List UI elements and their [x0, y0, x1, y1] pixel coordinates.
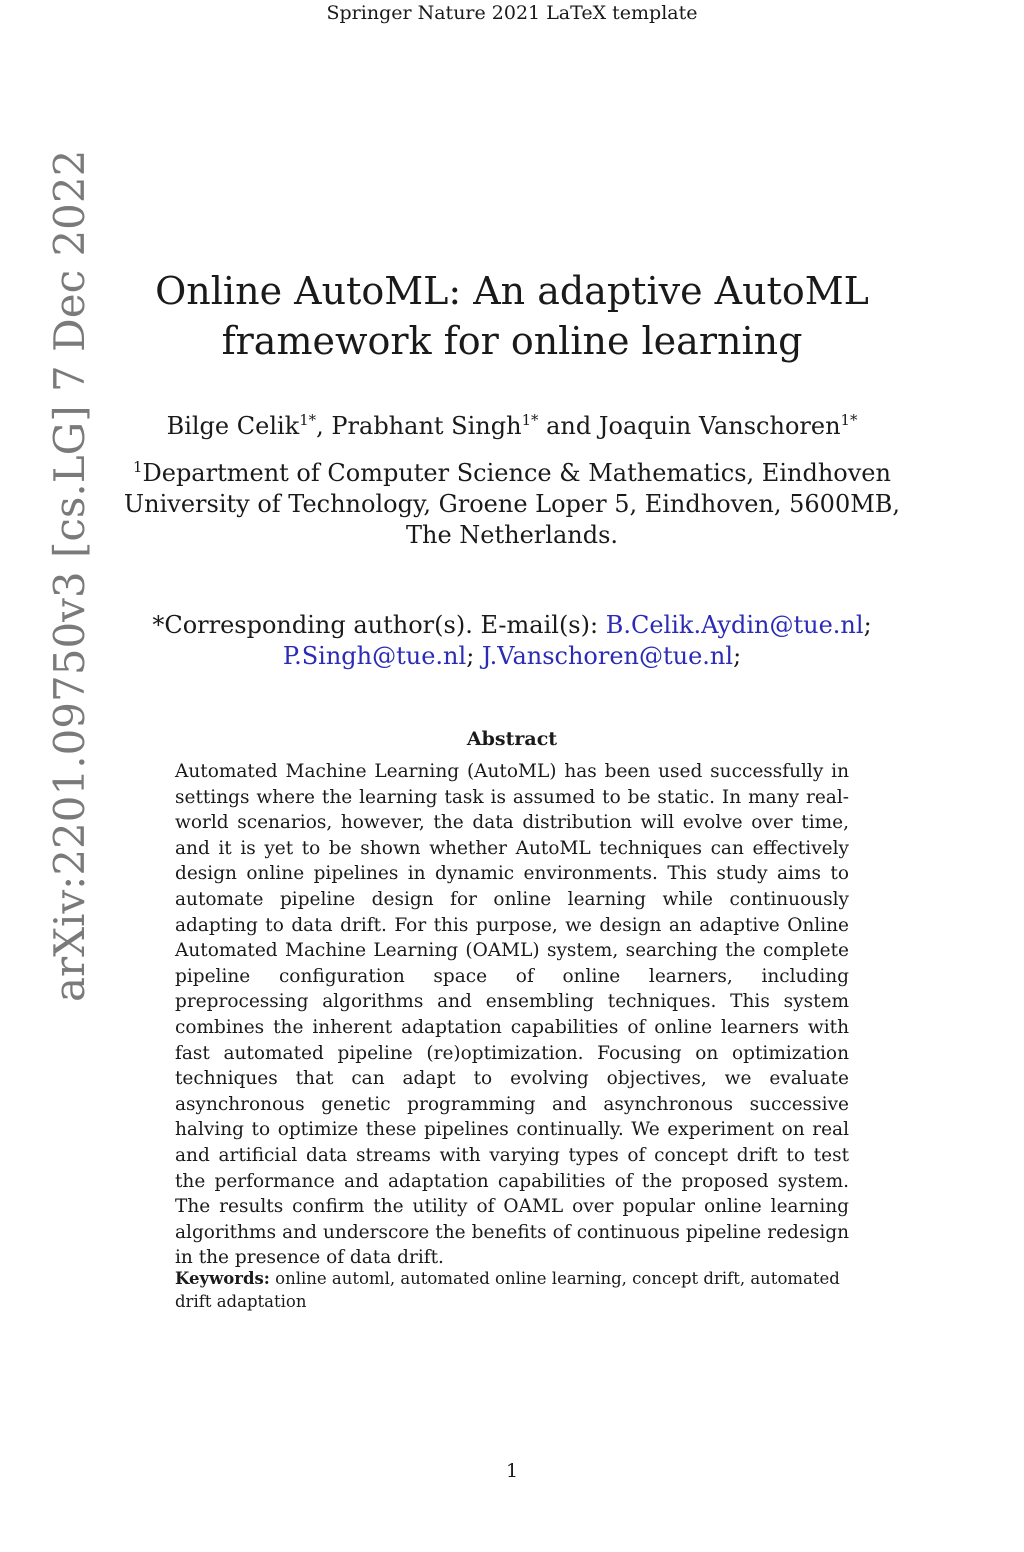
email-separator: ;	[863, 611, 872, 639]
author-list	[100, 410, 924, 442]
author-name: Bilge Celik	[166, 412, 300, 440]
keywords	[175, 1268, 849, 1313]
page-number: 1	[505, 1460, 519, 1482]
author-affiliation-mark: 1*	[299, 411, 317, 429]
author-affiliation-mark: 1*	[521, 411, 539, 429]
title-line-1: Online AutoML: An adaptive AutoML	[155, 269, 869, 313]
corresponding-authors	[120, 610, 904, 672]
affiliation	[120, 458, 904, 551]
abstract-text: Automated Machine Learning (AutoML) has been used successfully in settings where the learning task is assumed to be static. In many real-world scenarios, however, the data distribution will evolve over time, and it is yet to be shown whether AutoML techniques can effectively design online pipelines in dynamic environments. This study aims to automate pipeline design for online learning while continuously adapting to data drift. For this purpose, we design an adaptive Online Automated Machine Learning (OAML) system, searching the complete pipeline configuration space of online learners, including preprocessing algorithms and ensembling techniques. This system combines the inherent adaptation capabilities of online learners with fast automated pipeline (re)optimization. Focusing on optimization techniques that can adapt to evolving objectives, we evaluate asynchronous genetic programming and asynchronous successive halving to optimize these pipelines continually. We experiment on real and artificial data streams with varying types of concept drift to test the performance and adaptation capabilities of the proposed system. The results confirm the utility of OAML over popular online learning algorithms and underscore the benefits of continuous pipeline redesign in the presence of data drift.	[175, 761, 849, 1269]
affiliation-mark: 1	[133, 458, 143, 476]
keywords-label: Keywords:	[175, 1269, 270, 1288]
email-separator: ;	[466, 642, 475, 670]
paper-title	[100, 266, 924, 366]
email-separator: ;	[733, 642, 742, 670]
corresponding-label: *Corresponding author(s). E-mail(s):	[152, 611, 599, 639]
author-name: Prabhant Singh	[331, 412, 522, 440]
running-header: Springer Nature 2021 LaTeX template	[326, 2, 698, 24]
email-link-celik[interactable]: B.Celik.Aydin@tue.nl	[605, 611, 864, 639]
author-separator: ,	[316, 412, 332, 440]
author-affiliation-mark: 1*	[840, 411, 858, 429]
arxiv-identifier: arXiv:2201.09750v3 [cs.LG] 7 Dec 2022	[45, 149, 94, 1002]
affiliation-text: Department of Computer Science & Mathematics, Eindhoven University of Technology, Groene Loper 5, Eindhoven, 5600MB, The Netherlands.	[123, 459, 901, 549]
keywords-list: online automl, automated online learning, concept drift, automated drift adaptation	[175, 1269, 840, 1311]
author-name: Joaquin Vanschoren	[598, 412, 841, 440]
email-link-vanschoren[interactable]: J.Vanschoren@tue.nl	[481, 642, 734, 670]
email-link-singh[interactable]: P.Singh@tue.nl	[282, 642, 467, 670]
abstract-heading: Abstract	[466, 728, 558, 750]
title-line-2: framework for online learning	[221, 319, 803, 363]
author-separator: and	[538, 412, 599, 440]
